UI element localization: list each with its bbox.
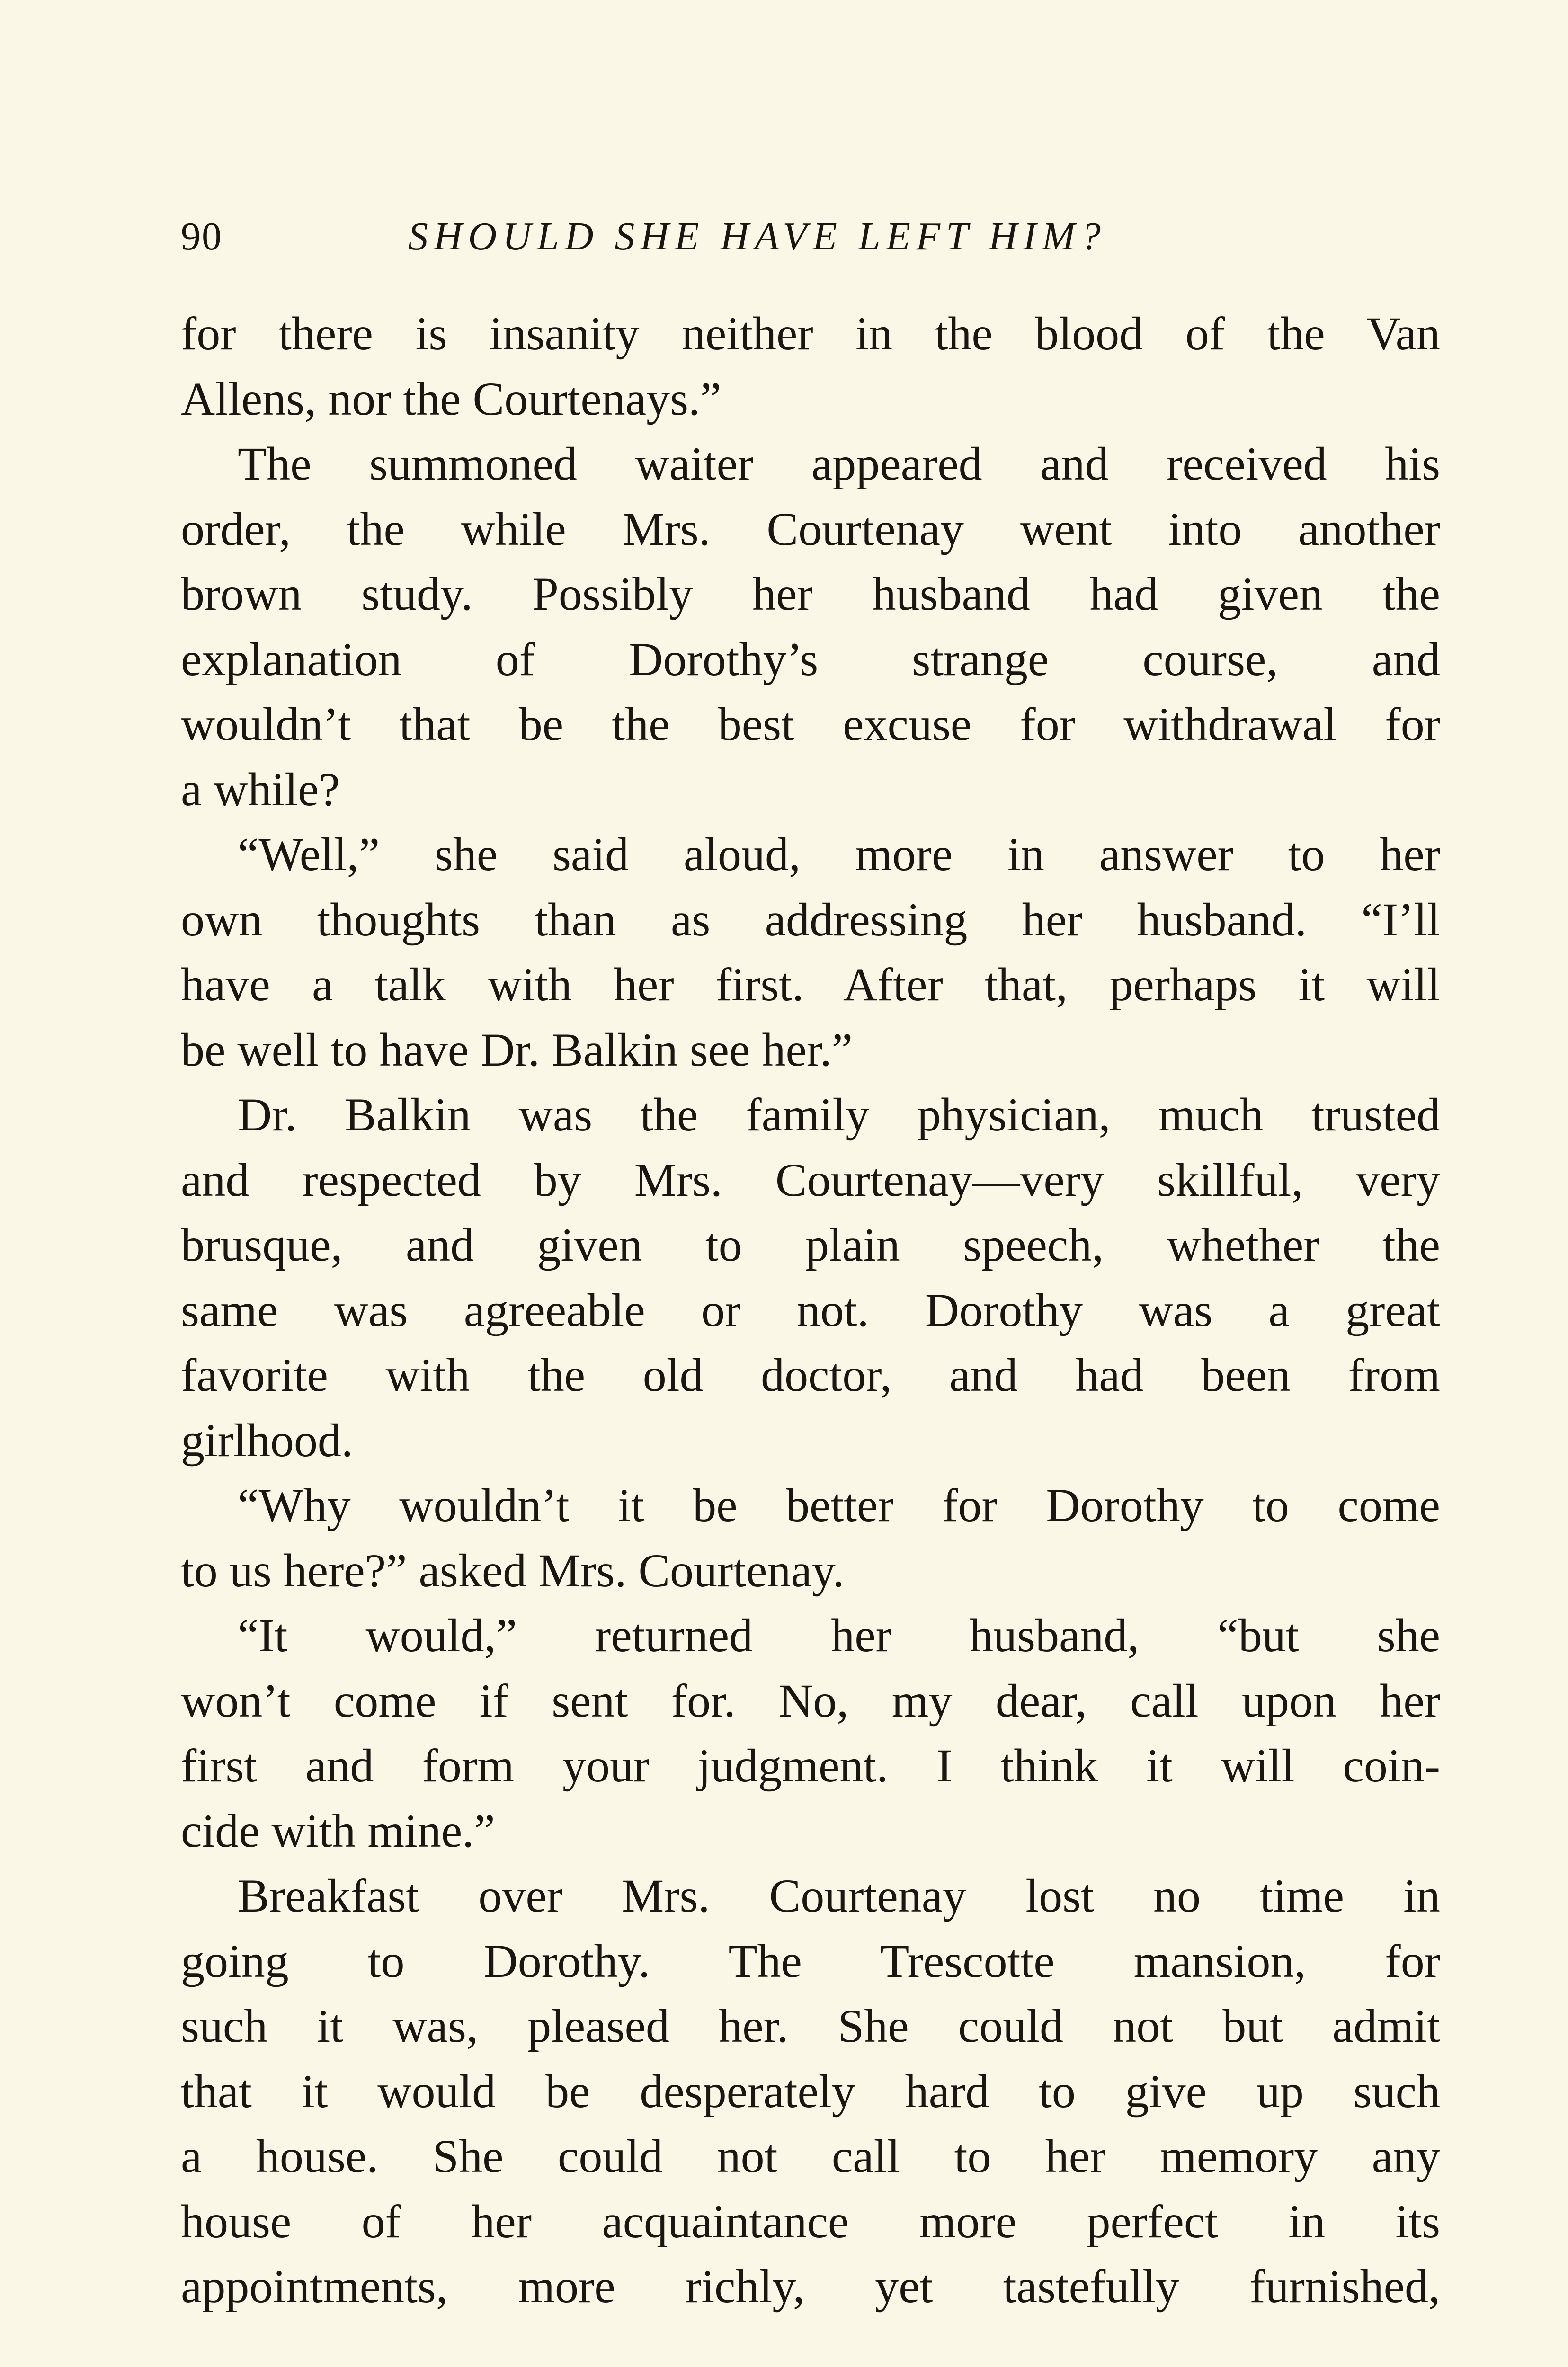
text-line: favorite with the old doctor, and had been from: [181, 1349, 1440, 1401]
page-header: [181, 204, 1450, 270]
text-line: house of her acquaintance more perfect in its: [181, 2195, 1440, 2248]
text-line: “Well,” she said aloud, more in answer to her: [238, 828, 1440, 881]
text-line: such it was, pleased her. She could not but admit: [181, 2000, 1440, 2052]
text-line: Dr. Balkin was the family physician, much trusted: [238, 1088, 1440, 1141]
text-line: that it would be desperately hard to give up such: [181, 2064, 1440, 2118]
text-line: brown study. Possibly her husband had given the: [181, 568, 1440, 620]
text-line: have a talk with her first. After that, perhaps it will: [181, 958, 1440, 1011]
text-line: going to Dorothy. The Trescotte mansion, for: [181, 1934, 1440, 1987]
text-line: brusque, and given to plain speech, whether the: [181, 1219, 1440, 1271]
page-number: 90: [181, 214, 223, 258]
text-line: be well to have Dr. Balkin see her.”: [181, 1023, 853, 1076]
text-line: order, the while Mrs. Courtenay went into another: [181, 502, 1440, 555]
text-line: a house. She could not call to her memory any: [181, 2130, 1440, 2182]
text-line: and respected by Mrs. Courtenay—very skillful, very: [181, 1153, 1440, 1206]
body-text: [181, 301, 1440, 2319]
text-line: same was agreeable or not. Dorothy was a great: [181, 1283, 1440, 1336]
text-line: a while?: [181, 763, 340, 816]
text-line: to us here?” asked Mrs. Courtenay.: [181, 1544, 845, 1597]
text-line: girlhood.: [181, 1414, 353, 1467]
text-line: for there is insanity neither in the blood of the Van: [181, 307, 1440, 360]
text-line: The summoned waiter appeared and received his: [238, 437, 1440, 490]
running-head: SHOULD SHE HAVE LEFT HIM?: [408, 214, 1106, 258]
text-line: won’t come if sent for. No, my dear, call upon her: [181, 1674, 1440, 1727]
text-line: Allens, nor the Courtenays.”: [181, 372, 722, 425]
text-line: “Why wouldn’t it be better for Dorothy to come: [238, 1479, 1440, 1531]
text-line: wouldn’t that be the best excuse for withdrawal for: [181, 698, 1440, 750]
text-line: first and form your judgment. I think it will coin-: [181, 1739, 1440, 1792]
text-line: cide with mine.”: [181, 1804, 495, 1857]
text-line: “It would,” returned her husband, “but she: [238, 1609, 1440, 1662]
text-line: appointments, more richly, yet tastefully furnished,: [181, 2260, 1440, 2313]
text-line: Breakfast over Mrs. Courtenay lost no time in: [238, 1869, 1440, 1922]
text-line: explanation of Dorothy’s strange course, and: [181, 632, 1440, 685]
text-line: own thoughts than as addressing her husband. “I’ll: [181, 893, 1440, 946]
